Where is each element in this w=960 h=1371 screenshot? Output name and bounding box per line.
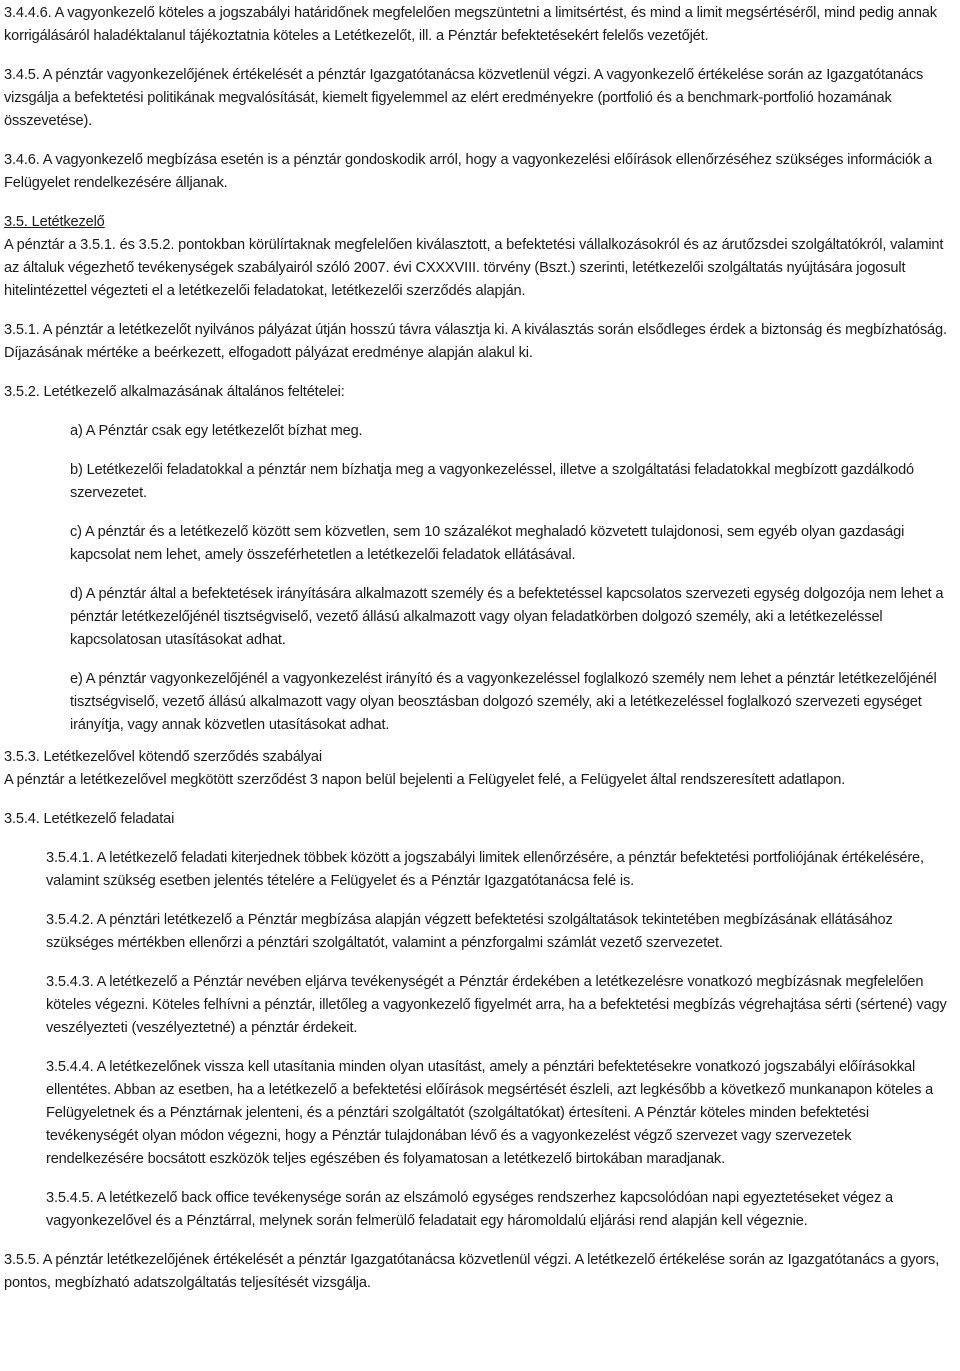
section-heading-3-5-3: 3.5.3. Letétkezelővel kötendő szerződés szabályai [4, 749, 322, 765]
paragraph-3-5-4-1: 3.5.4.1. A letétkezelő feladati kiterjednek többek között a jogszabályi limitek ellenőrzésére, a pénztár befektetési portfoliójának értékelésére, valamint szükség esetben jelentés tételére a Felügyelet és a Pénztár Igazgatótanácsa felé is. [46, 850, 924, 889]
paragraph-3-4-6: 3.4.6. A vagyonkezelő megbízása esetén is a pénztár gondoskodik arról, hogy a vagyonkezelési előírások ellenőrzéséhez szükséges információk a Felügyelet rendelkezésére álljanak. [4, 152, 932, 191]
paragraph-3-4-4-6: 3.4.4.6. A vagyonkezelő köteles a jogszabályi határidőnek megfelelően megszüntetni a limitsértést, és mind a limit megsértéséről, mind pedig annak korrigálásáról haladéktalanul tájékoztatnia köteles a Letétkezelőt, ill. a Pénztár befektetésekért felelős vezetőjét. [4, 5, 937, 44]
list-item-c: c) A pénztár és a letétkezelő között sem közvetlen, sem 10 százalékot meghaladó közvetett tulajdonosi, sem egyéb olyan gazdasági kapcsolat nem lehet, amely összeférhetetlen a letétkezelői feladatok ellátásával. [70, 524, 905, 563]
paragraph-3-5-4-5: 3.5.4.5. A letétkezelő back office tevékenysége során az elszámoló egységes rendszerhez kapcsolódóan napi egyeztetéseket végez a vagyonkezelővel és a Pénztárral, melynek során felmerülő feladatait egy háromoldalú eljárási rend alapján kell végeznie. [46, 1190, 893, 1229]
list-item-b: b) Letétkezelői feladatokkal a pénztár nem bízhatja meg a vagyonkezeléssel, illetve a szolgáltatási feladatokkal megbízott gazdálkodó szervezetet. [70, 462, 915, 501]
list-item-e: e) A pénztár vagyonkezelőjénél a vagyonkezelést irányító és a vagyonkezeléssel foglalkozó személy nem lehet a pénztár letétkezelőjénél tisztségviselő, vezető állású alkalmazott vagy olyan beosztásban dolgozó személy, aki a letétkezeléssel foglalkozó szervezeti egységet irányítja, vagy annak közvetlen utasításokat adhat. [70, 671, 937, 733]
paragraph-3-5: A pénztár a 3.5.1. és 3.5.2. pontokban körülírtaknak megfelelően kiválasztott, a befektetési vállalkozásokról és az árutőzsdei szolgáltatókról, valamint az általuk végezhető tevékenységek szabályairól szóló 2007. évi CXXXVIII. törvény (Bszt.) szerinti, letétkezelői szolgáltatás nyújtására jogosult hitelintézettel végezteti el a letétkezelői feladatokat, letétkezelői szerződés alapján. [4, 237, 944, 299]
paragraph-3-5-1: 3.5.1. A pénztár a letétkezelőt nyilvános pályázat útján hosszú távra választja ki. A kiválasztás során elsődleges érdek a biztonság és megbízhatóság. Díjazásának mértéke a beérkezett, elfogadott pályázat eredménye alapján alakul ki. [4, 322, 947, 361]
paragraph-3-5-3: A pénztár a letétkezelővel megkötött szerződést 3 napon belül bejelenti a Felügyelet felé, a Felügyelet által rendszeresített adatlapon. [4, 772, 846, 788]
list-item-a: a) A Pénztár csak egy letétkezelőt bízhat meg. [70, 423, 363, 439]
paragraph-3-5-2: 3.5.2. Letétkezelő alkalmazásának általános feltételei: [4, 384, 345, 400]
paragraph-3-5-4-2: 3.5.4.2. A pénztári letétkezelő a Pénztár megbízása alapján végzett befektetési szolgáltatások tekintetében megbízásának ellátásához szükséges mértékben ellenőrzi a pénztári szolgáltatót, valamint a pénzforgalmi számlát vezető szervezetet. [46, 912, 893, 951]
paragraph-3-5-5: 3.5.5. A pénztár letétkezelőjének értékelését a pénztár Igazgatótanácsa közvetlenül végzi. A letétkezelő értékelése során az Igazgatótanács a gyors, pontos, megbízható adatszolgáltatás teljesítését vizsgálja. [4, 1252, 940, 1291]
section-heading-3-5-4: 3.5.4. Letétkezelő feladatai [4, 811, 175, 827]
section-heading-3-5: 3.5. Letétkezelő [4, 214, 105, 230]
paragraph-3-4-5: 3.4.5. A pénztár vagyonkezelőjének értékelését a pénztár Igazgatótanácsa közvetlenül végzi. A vagyonkezelő értékelése során az Igazgatótanács vizsgálja a befektetési politikának megvalósítását, kiemelt figyelemmel az elért eredményekre (portfolió és a benchmark-portfolió hozamának összevetése). [4, 67, 924, 129]
paragraph-3-5-4-4: 3.5.4.4. A letétkezelőnek vissza kell utasítania minden olyan utasítást, amely a pénztári befektetésekre vonatkozó jogszabályi előírásokkal ellentétes. Abban az esetben, ha a letétkezelő a befektetési előírások megsértését észleli, azt legkésőbb a következő munkanapon köteles a Felügyeletnek és a Pénztárnak jelenteni, és a pénztári szolgáltatót (szolgáltatókat) értesíteni. A Pénztár köteles minden befektetési tevékenységét olyan módon végezni, hogy a Pénztár tulajdonában lévő és a vagyonkezelést végző szervezet vagy szervezetek rendelkezésére bocsátott eszközök teljes egészében és folyamatosan a letétkezelő birtokában maradjanak. [46, 1059, 934, 1167]
paragraph-3-5-4-3: 3.5.4.3. A letétkezelő a Pénztár nevében eljárva tevékenységét a Pénztár érdekében a letétkezelésre vonatkozó megbízásnak megfelelően köteles végezni. Köteles felhívni a pénztár, illetőleg a vagyonkezelő figyelmét arra, ha a befektetési megbízás végrehajtása sérti (sértené) vagy veszélyezteti (veszélyeztetné) a pénztár érdekeit. [46, 974, 947, 1036]
list-item-d: d) A pénztár által a befektetések irányítására alkalmazott személy és a befektetéssel kapcsolatos szervezeti egység dolgozója nem lehet a pénztár letétkezelőjénél tisztségviselő, vezető állású alkalmazott vagy olyan feladatkörben dolgozó személy, aki a letétkezeléssel kapcsolatosan utasításokat adhat. [70, 586, 944, 648]
